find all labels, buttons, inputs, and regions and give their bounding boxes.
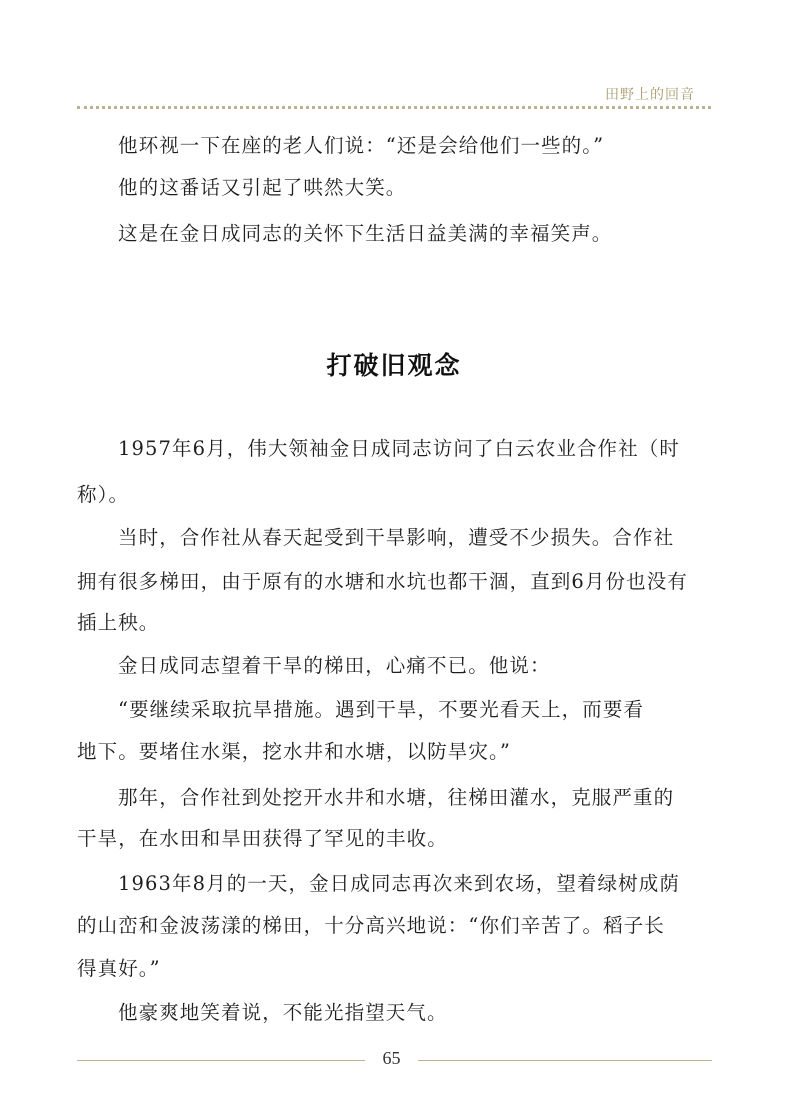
paragraph-line: 拥有很多梯田，由于原有的水塘和水坑也都干涸，直到6月份也没有 (77, 570, 688, 593)
footer-rule-right (418, 1060, 712, 1061)
paragraph-line: 得真好。” (77, 957, 161, 980)
section-heading: 打破旧观念 (326, 351, 462, 380)
quote-line: 地下。要堵住水渠，挖水井和水塘，以防旱灾。” (77, 740, 511, 763)
paragraph-line: 干旱，在水田和旱田获得了罕见的丰收。 (77, 827, 448, 850)
footer-rule-left (77, 1060, 365, 1061)
paragraph-line: 他的这番话又引起了哄然大笑。 (118, 176, 407, 199)
paragraph-line: 1963年8月的一天，金日成同志再次来到农场，望着绿树成荫 (118, 872, 680, 895)
paragraph-line: 插上秧。 (77, 611, 160, 634)
paragraph-line: 当时，合作社从春天起受到干旱影响，遭受不少损失。合作社 (118, 526, 675, 549)
quote-line: “要继续采取抗旱措施。遇到干旱，不要光看天上，而要看 (118, 698, 645, 721)
page-number: 65 (382, 1048, 401, 1068)
paragraph-line: 的山峦和金波荡漾的梯田，十分高兴地说：“你们辛苦了。稻子长 (77, 914, 665, 937)
header-dotted-rule (77, 106, 711, 109)
paragraph-line: 他豪爽地笑着说，不能光指望天气。 (118, 1001, 448, 1024)
paragraph-line: 称）。 (77, 483, 130, 506)
paragraph-line: 那年，合作社到处挖开水井和水塘，往梯田灌水，克服严重的 (118, 786, 675, 809)
paragraph-line: 1957年6月，伟大领袖金日成同志访问了白云农业合作社（时 (118, 437, 680, 460)
paragraph-line: 金日成同志望着干旱的梯田，心痛不已。他说： (118, 654, 551, 677)
running-header: 田野上的回音 (605, 87, 695, 103)
paragraph-line: 他环视一下在座的老人们说：“还是会给他们一些的。” (118, 134, 605, 157)
paragraph-line: 这是在金日成同志的关怀下生活日益美满的幸福笑声。 (118, 222, 613, 245)
